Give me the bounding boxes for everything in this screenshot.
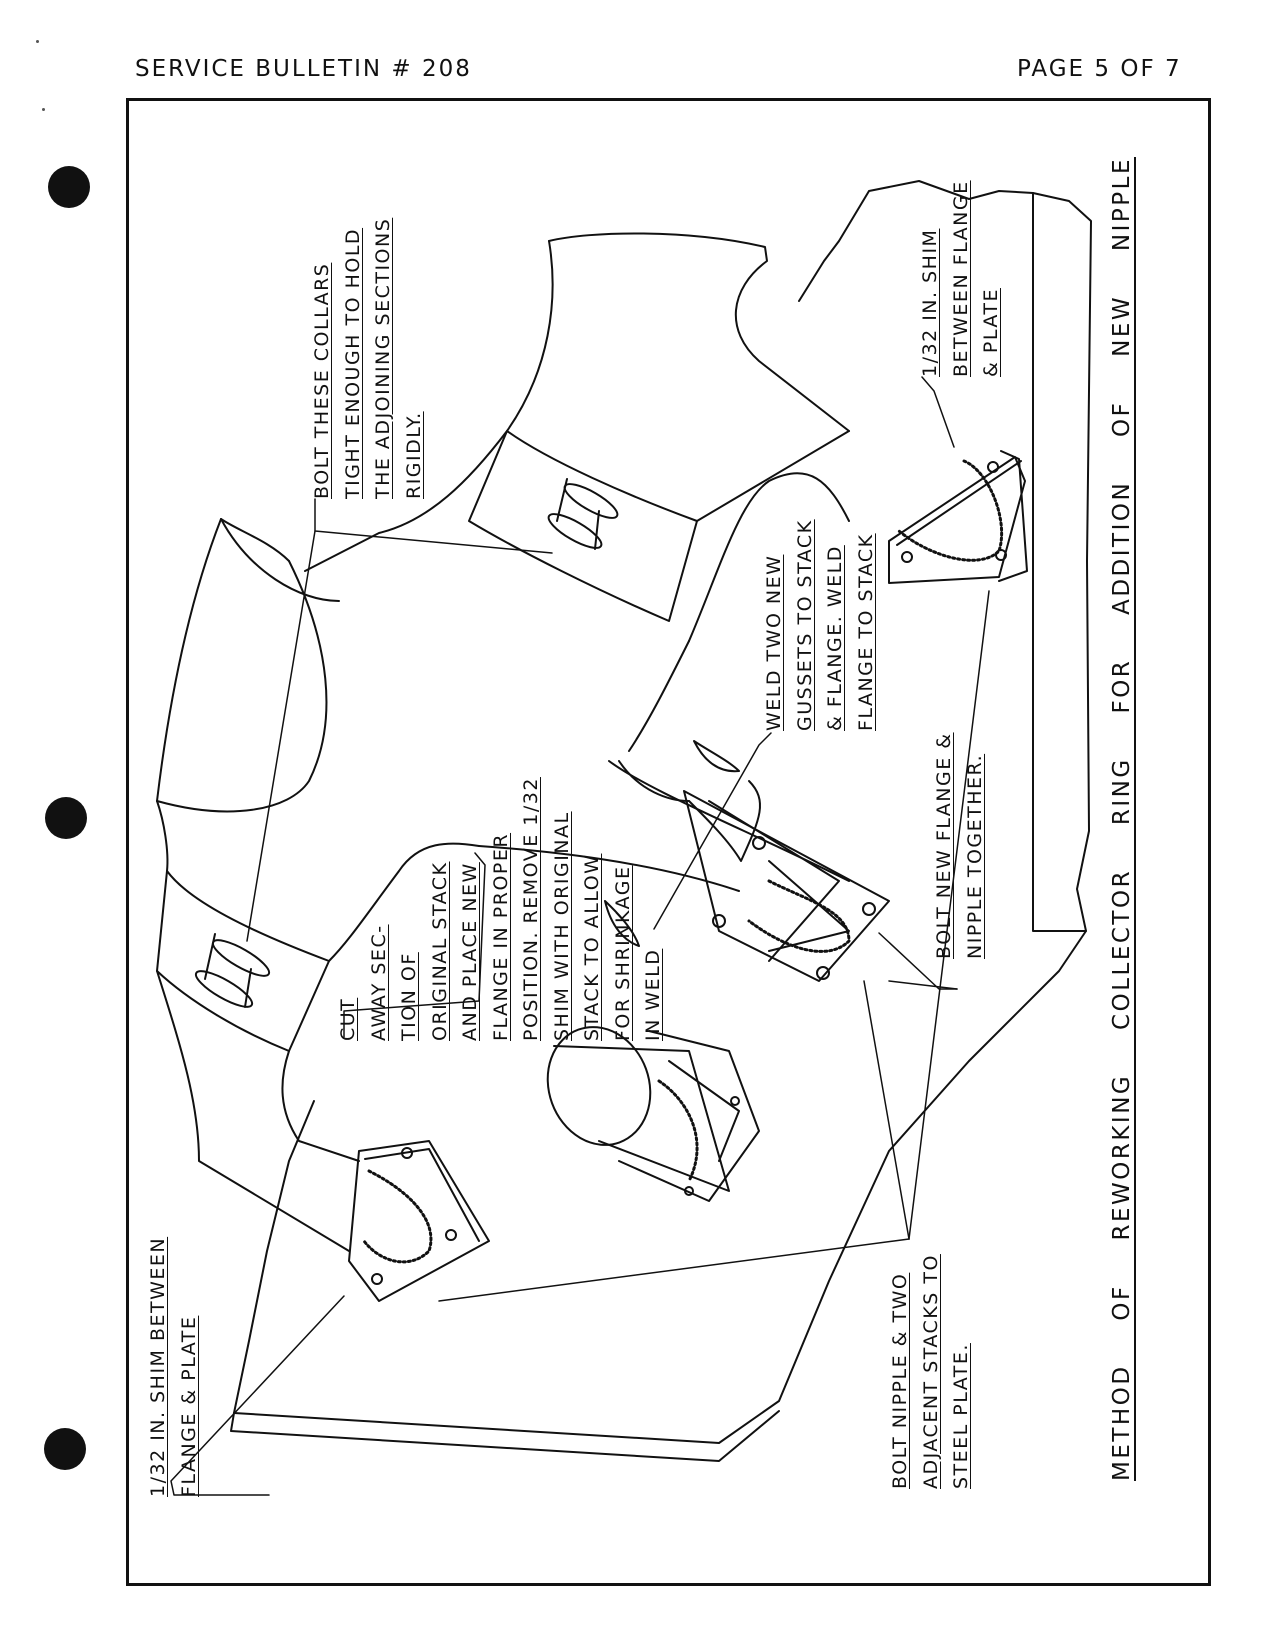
note-line: STACK TO ALLOW <box>581 853 603 1041</box>
note-line: AWAY SEC- <box>367 924 390 1041</box>
collar-lower <box>157 871 329 1051</box>
collector-ring-drawing <box>129 101 1214 1589</box>
note-line: FLANGE & PLATE <box>177 1315 200 1497</box>
note-line: POSITION. REMOVE 1/32 <box>520 777 542 1041</box>
note-line: FOR SHRINKAGE <box>611 865 634 1041</box>
note-line: AND PLACE NEW <box>459 862 481 1041</box>
note-line: GUSSETS TO STACK <box>793 519 816 731</box>
note-line: CUT <box>337 997 359 1041</box>
collar-bolts-upper <box>545 478 622 554</box>
note-line: BOLT NIPPLE & TWO <box>889 1272 911 1489</box>
note-line: BOLT THESE COLLARS <box>311 262 333 499</box>
note-line: IN WELD <box>642 948 664 1041</box>
flange-middle <box>684 791 889 981</box>
page-number: PAGE 5 OF 7 <box>1017 56 1182 82</box>
note-line: ORIGINAL STACK <box>428 861 451 1041</box>
paper-speck <box>36 40 39 43</box>
binder-hole-bottom <box>44 1428 86 1470</box>
note-line: & FLANGE. WELD <box>824 545 846 731</box>
collector-ring <box>157 233 849 1251</box>
note-line: BETWEEN FLANGE <box>949 180 972 377</box>
note-line: 1/32 IN. SHIM <box>919 228 941 377</box>
binder-hole-top <box>48 166 90 208</box>
note-line: BOLT NEW FLANGE & <box>933 732 955 959</box>
note-line: RIGIDLY. <box>402 411 425 499</box>
note-line: WELD TWO NEW <box>763 554 785 731</box>
flange-bottom-left <box>349 1141 489 1301</box>
note-line: & PLATE <box>980 288 1002 377</box>
note-line: ADJACENT STACKS TO <box>919 1254 942 1489</box>
figure-title-text: METHOD OF REWORKING COLLECTOR RING FOR ADDITION OF NEW NIPPLE <box>1109 157 1135 1481</box>
collar-bolts-lower <box>192 934 273 1013</box>
note-line: 1/32 IN. SHIM BETWEEN <box>147 1236 169 1497</box>
paper-speck <box>42 108 45 111</box>
note-line: STEEL PLATE. <box>950 1343 972 1489</box>
note-line: THE ADJOINING SECTIONS <box>372 217 394 499</box>
binder-hole-middle <box>45 797 87 839</box>
note-line: NIPPLE TOGETHER. <box>963 753 986 959</box>
flange-top-right <box>889 451 1027 583</box>
note-line: FLANGE IN PROPER <box>489 832 512 1041</box>
note-line: FLANGE TO STACK <box>854 533 877 731</box>
note-line: TIGHT ENOUGH TO HOLD <box>341 227 364 499</box>
drawing-frame <box>126 98 1211 1586</box>
note-line: TION OF <box>398 952 420 1041</box>
note-line: SHIM WITH ORIGINAL <box>550 811 573 1041</box>
bulletin-number: SERVICE BULLETIN # 208 <box>135 56 472 82</box>
